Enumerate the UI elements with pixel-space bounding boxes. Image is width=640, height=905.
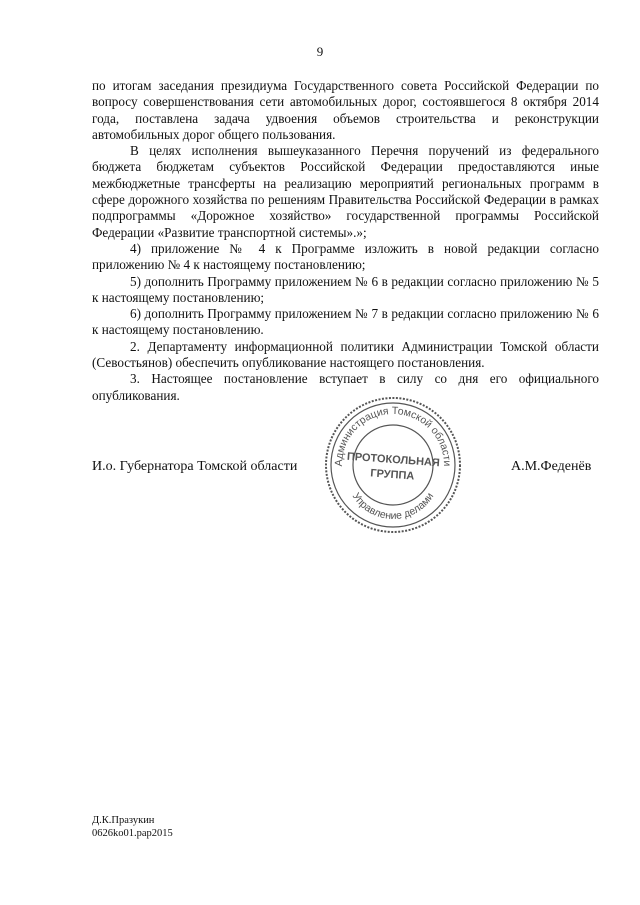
page-number: 9 bbox=[316, 44, 324, 59]
file-code: 0626ko01.pap2015 bbox=[92, 828, 173, 839]
executor-name: Д.К.Празукин bbox=[92, 815, 155, 826]
document-footer bbox=[92, 814, 173, 840]
paragraph-continuation: по итогам заседания президиума Государственного совета Российской Федерации по вопросу совершенствования сети автомобильных дорог, состоявшегося 8 октября 2014 года, поставлена задача удвоения объемов строительства и реконструкции автомобильных дорог общего пользования. bbox=[92, 78, 599, 142]
signatory-position: И.о. Губернатора Томской области bbox=[92, 459, 298, 474]
paragraph-item-5: 5) дополнить Программу приложением № 6 в редакции согласно приложению № 5 к настоящему постановлению; bbox=[92, 273, 599, 305]
paragraph-item-4: 4) приложение № 4 к Программе изложить в новой редакции согласно приложению № 4 к настоящему постановлению; bbox=[92, 240, 599, 273]
stamp-ring-top-text: Администрация Томской области bbox=[332, 404, 454, 467]
document-body bbox=[92, 78, 599, 404]
stamp-center-line-2: ГРУППА bbox=[369, 467, 415, 483]
paragraph-federal-budget: В целях исполнения вышеуказанного Перечня поручений из федерального бюджета бюджетам субъектов Российской Федерации предоставляются иные межбюджетные трансферты на реализацию мероприятий региональных программ в сфере дорожного хозяйства по решениям Правительства Российской Федерации в рамках подпрограммы «Дорожное хозяйство» государственной программы Российской Федерации «Развитие транспортной системы».»; bbox=[92, 143, 599, 240]
official-stamp bbox=[322, 394, 464, 536]
stamp-center-line-1: ПРОТОКОЛЬНАЯ bbox=[346, 450, 441, 470]
signatory-name: А.М.Феденёв bbox=[511, 459, 592, 474]
paragraph-clause-3: 3. Настоящее постановление вступает в силу со дня его официального опубликования. bbox=[92, 371, 599, 403]
stamp-ring-bottom-text: Управление делами bbox=[349, 490, 437, 523]
paragraph-item-6: 6) дополнить Программу приложением № 7 в редакции согласно приложению № 6 к настоящему постановлению. bbox=[92, 306, 599, 338]
paragraph-clause-2: 2. Департаменту информационной политики Администрации Томской области (Севостьянов) обеспечить опубликование настоящего постановления. bbox=[92, 338, 599, 371]
